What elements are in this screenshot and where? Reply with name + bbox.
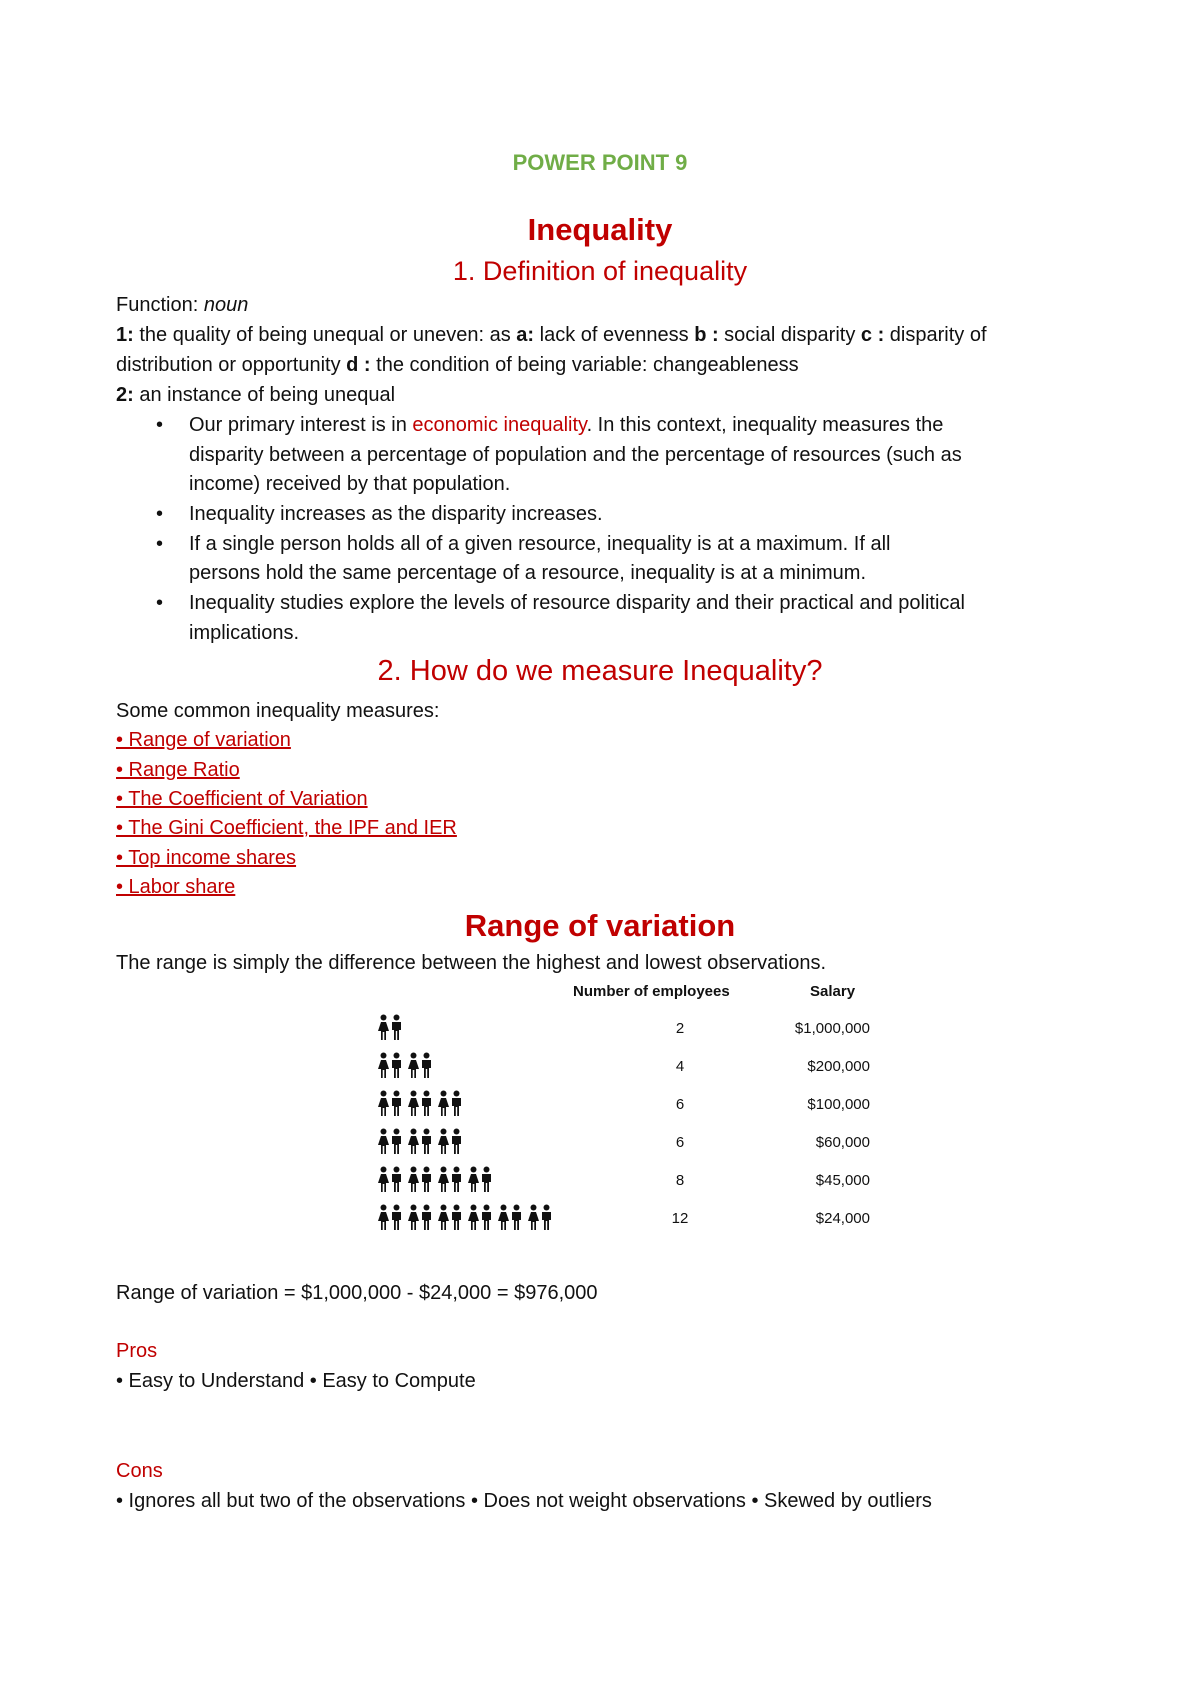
person-icon bbox=[408, 1167, 419, 1193]
employee-count: 2 bbox=[675, 1020, 685, 1037]
person-icon bbox=[452, 1091, 461, 1117]
economic-inequality-term: economic inequality bbox=[412, 414, 587, 436]
section1-heading: 1. Definition of inequality bbox=[452, 256, 748, 286]
bullet-3-line-2: persons hold the same percentage of a resource, inequality is at a minimum. bbox=[189, 562, 867, 584]
person-icon bbox=[378, 1053, 389, 1079]
person-icon bbox=[438, 1091, 449, 1117]
person-icon bbox=[512, 1205, 521, 1231]
measures-intro: Some common inequality measures: bbox=[116, 700, 440, 722]
function-line: Function: noun bbox=[116, 294, 249, 316]
bullet-1-dot: • bbox=[156, 414, 164, 436]
person-icon bbox=[468, 1205, 479, 1231]
person-icon bbox=[422, 1053, 431, 1079]
bullet-1-line-1: Our primary interest is in economic inequality. In this context, inequality measures the bbox=[189, 414, 944, 436]
employee-count: 4 bbox=[675, 1058, 685, 1075]
bullet-1-line-3: income) received by that population. bbox=[189, 473, 511, 495]
person-icon bbox=[482, 1205, 491, 1231]
person-icon bbox=[378, 1129, 389, 1155]
person-icon bbox=[408, 1053, 419, 1079]
person-icon bbox=[392, 1205, 401, 1231]
link-top-income-shares[interactable]: • Top income shares bbox=[116, 847, 297, 869]
link-gini-coefficient[interactable]: • The Gini Coefficient, the IPF and IER bbox=[116, 817, 457, 839]
person-icon bbox=[378, 1091, 389, 1117]
person-icon bbox=[408, 1205, 419, 1231]
bullet-4-line-2: implications. bbox=[189, 622, 300, 644]
person-icon bbox=[422, 1167, 431, 1193]
person-icon bbox=[378, 1205, 389, 1231]
employee-count: 8 bbox=[675, 1172, 685, 1189]
bullet-3-line-1: If a single person holds all of a given resource, inequality is at a maximum. If all bbox=[189, 533, 891, 555]
person-icon bbox=[498, 1205, 509, 1231]
people-row-2 bbox=[378, 1052, 432, 1080]
salary-value: $45,000 bbox=[815, 1172, 870, 1189]
people-row-6 bbox=[378, 1204, 552, 1232]
cons-label: Cons bbox=[116, 1460, 163, 1482]
person-icon bbox=[408, 1129, 419, 1155]
person-icon bbox=[422, 1091, 431, 1117]
bullet-1-line-2: disparity between a percentage of population and the percentage of resources (such as bbox=[189, 444, 962, 466]
cons-text: • Ignores all but two of the observations • Does not weight observations • Skewed by outliers bbox=[116, 1490, 932, 1512]
header-title: POWER POINT 9 bbox=[512, 150, 688, 175]
section2-heading: 2. How do we measure Inequality? bbox=[377, 655, 823, 687]
col-header-salary: Salary bbox=[810, 983, 856, 1000]
person-icon bbox=[452, 1205, 461, 1231]
definition-1-line-1: 1: the quality of being unequal or uneven: as a: lack of evenness b : social disparity c : disparity of bbox=[116, 324, 987, 346]
person-icon bbox=[482, 1167, 491, 1193]
person-icon bbox=[452, 1167, 461, 1193]
salary-value: $200,000 bbox=[807, 1058, 870, 1075]
bullet-4-line-1: Inequality studies explore the levels of resource disparity and their practical and political bbox=[189, 592, 965, 614]
bullet-3-dot: • bbox=[156, 533, 164, 555]
salary-value: $1,000,000 bbox=[794, 1020, 870, 1037]
person-icon bbox=[422, 1129, 431, 1155]
people-row-5 bbox=[378, 1166, 492, 1194]
col-header-employees: Number of employees bbox=[573, 983, 730, 1000]
person-icon bbox=[438, 1205, 449, 1231]
doc-title: Inequality bbox=[527, 212, 673, 247]
person-icon bbox=[468, 1167, 479, 1193]
definition-2: 2: an instance of being unequal bbox=[116, 384, 396, 406]
person-icon bbox=[438, 1129, 449, 1155]
people-row-4 bbox=[378, 1128, 462, 1156]
bullet-2-line-1: Inequality increases as the disparity increases. bbox=[189, 503, 603, 525]
employee-count: 6 bbox=[675, 1096, 685, 1113]
person-icon bbox=[422, 1205, 431, 1231]
person-icon bbox=[408, 1091, 419, 1117]
bullet-2-dot: • bbox=[156, 503, 164, 525]
pros-text: • Easy to Understand • Easy to Compute bbox=[116, 1370, 476, 1392]
person-icon bbox=[378, 1015, 389, 1041]
section3-heading: Range of variation bbox=[464, 908, 736, 943]
salary-value: $60,000 bbox=[815, 1134, 870, 1151]
link-range-of-variation[interactable]: • Range of variation bbox=[116, 729, 291, 751]
range-intro: The range is simply the difference between the highest and lowest observations. bbox=[116, 952, 827, 974]
employee-count: 12 bbox=[671, 1210, 689, 1227]
person-icon bbox=[438, 1167, 449, 1193]
person-icon bbox=[452, 1129, 461, 1155]
person-icon bbox=[528, 1205, 539, 1231]
bullet-4-dot: • bbox=[156, 592, 164, 614]
link-coefficient-of-variation[interactable]: • The Coefficient of Variation bbox=[116, 788, 368, 810]
person-icon bbox=[392, 1053, 401, 1079]
salary-value: $100,000 bbox=[807, 1096, 870, 1113]
range-formula: Range of variation = $1,000,000 - $24,000 = $976,000 bbox=[116, 1282, 598, 1304]
person-icon bbox=[542, 1205, 551, 1231]
person-icon bbox=[378, 1167, 389, 1193]
person-icon bbox=[392, 1015, 401, 1041]
person-icon bbox=[392, 1129, 401, 1155]
person-icon bbox=[392, 1167, 401, 1193]
employee-count: 6 bbox=[675, 1134, 685, 1151]
people-row-3 bbox=[378, 1090, 462, 1118]
person-icon bbox=[392, 1091, 401, 1117]
salary-value: $24,000 bbox=[815, 1210, 870, 1227]
link-labor-share[interactable]: • Labor share bbox=[116, 876, 236, 898]
link-range-ratio[interactable]: • Range Ratio bbox=[116, 759, 240, 781]
pros-label: Pros bbox=[116, 1340, 158, 1362]
people-row-1 bbox=[378, 1014, 402, 1042]
definition-1-line-2: distribution or opportunity d : the condition of being variable: changeableness bbox=[116, 354, 799, 376]
